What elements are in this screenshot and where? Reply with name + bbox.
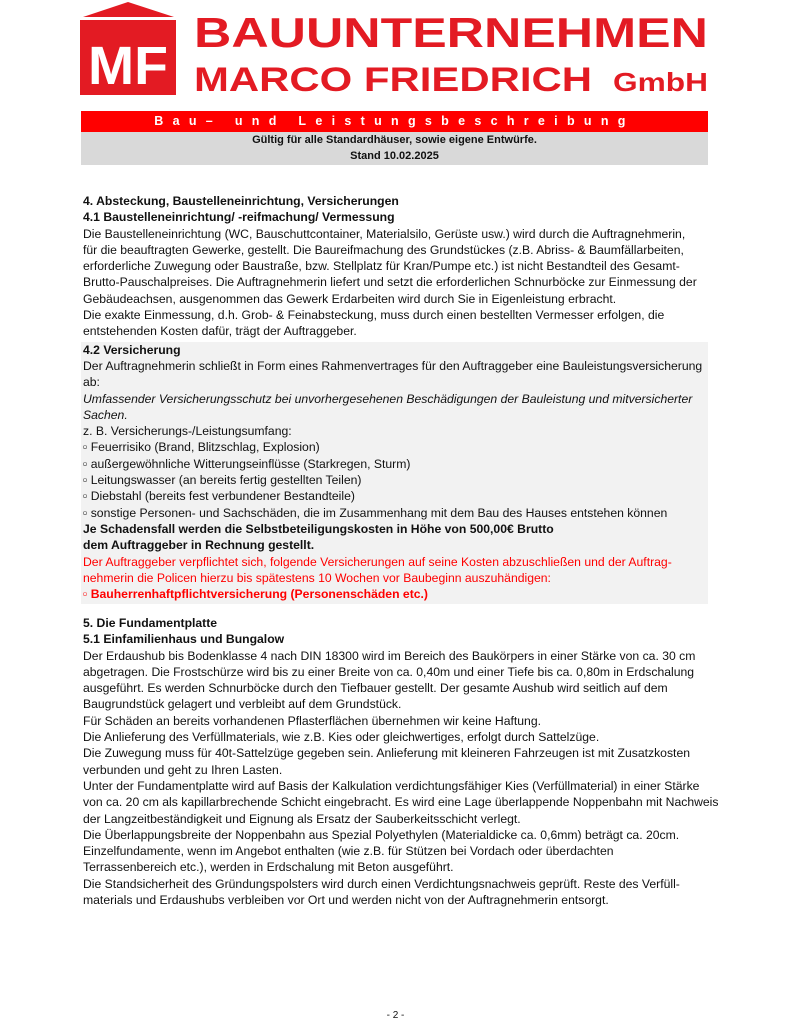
text-line: Einzelfundamente, wenn im Angebot enthalten (wie z.B. für Stützen bei Vordach oder überdachten [83,844,614,859]
text-line: Die Zuwegung muss für 40t-Sattelzüge gegeben sein. Anlieferung mit kleineren Fahrzeugen ist mit Zusatzkosten [83,746,690,761]
text-line: nehmerin die Policen hierzu bis spätestens 10 Wochen vor Baubeginn auszuhändigen: [83,570,551,585]
section-5 [81,615,719,908]
subsection-heading: 4.1 Baustelleneinrichtung/ -reifmachung/ Vermessung [83,210,395,225]
text-line: erforderliche Zuwegung oder Baustraße, bzw. Stellplatz für Kran/Pumpe etc.) ist nicht Bestandteil des Gesamt- [83,259,680,274]
svg-text:MF: MF [88,36,168,96]
text-line: Die Baustelleneinrichtung (WC, Bauschuttcontainer, Materialsilo, Gerüste usw.) wird durch die Auftragnehmerin, [83,226,686,241]
text-line: materials und Erdaushubs verbleiben vor Ort und werden nicht von der Auftragnehmerin entsorgt. [83,893,609,908]
text-line: entstehenden Kosten dafür, trägt der Auftraggeber. [83,324,357,339]
text-line: Je Schadensfall werden die Selbstbeteiligungskosten in Höhe von 500,00€ Brutto [83,521,554,536]
text-line: ab: [83,375,100,390]
text-line: abgetragen. Die Frostschürze wird bis zu einer Breite von ca. 0,40m und einer Tiefe bis ca. 0,80m in Erdschalung [83,664,695,679]
text-line: Sachen. [83,407,128,422]
text-line: Baugrundstück gelagert und verbleibt auf dem Grundstück. [83,697,402,712]
text-line: Der Erdaushub bis Bodenklasse 4 nach DIN 18300 wird im Bereich des Baukörpers in einer Stärke von ca. 30 cm [83,648,696,663]
list-item: ▫ Diebstahl (bereits fest verbundener Bestandteile) [83,489,355,504]
svg-text:BAUUNTERNEHMEN: BAUUNTERNEHMEN [194,9,708,56]
paragraph-5-1 [81,648,719,909]
insurance-box [81,342,708,605]
svg-text:MARCO FRIEDRICH: MARCO FRIEDRICH [194,61,592,99]
text-line: Die Anlieferung des Verfüllmaterials, wie z.B. Kies oder gleichwertiges, erfolgt durch Sattelzüge. [83,730,600,745]
validity-bar [81,132,708,165]
section-heading: 5. Die Fundamentplatte [83,616,218,630]
section-heading: 4. Absteckung, Baustelleneinrichtung, Versicherungen [83,194,399,208]
text-line: dem Auftraggeber in Rechnung gestellt. [83,538,315,553]
svg-text:GmbH: GmbH [613,67,708,97]
text-line: Die exakte Einmessung, d.h. Grob- & Feinabsteckung, muss durch einen bestellten Vermesser erfolgen, die [83,308,665,323]
subsection-heading: 5.1 Einfamilienhaus und Bungalow [83,632,285,647]
list-item: ▫ außergewöhnliche Witterungseinflüsse (Starkregen, Sturm) [83,456,411,471]
text-line: Die Überlappungsbreite der Noppenbahn aus Spezial Polyethylen (Materialdicke ca. 0,6mm) beträgt ca. 20cm. [83,827,680,842]
required-insurance: ▫ Bauherrenhaftpflichtversicherung (Personenschäden etc.) [83,587,428,602]
text-line: verbunden und geht zu Ihren Lasten. [83,762,283,777]
text-line: von ca. 20 cm als kapillarbrechende Schicht eingebracht. Es wird eine Lage überlappende Noppenbahn mit Nachweis [83,795,719,810]
text-line: Für Schäden an bereits vorhandenen Pflasterflächen übernehmen wir keine Haftung. [83,713,541,728]
section-4 [81,193,708,604]
text-line: Der Auftraggeber verpflichtet sich, folgende Versicherungen auf seine Kosten abzuschließen und der Auftrag- [83,554,672,569]
text-line: Brutto-Pauschalpreises. Die Auftragnehmerin liefert und setzt die erforderlichen Schnurböcke zur Einmessung der [83,275,697,290]
text-line: Umfassender Versicherungsschutz bei unvorhergesehenen Beschädigungen der Bauleistung und mitversicherter [83,391,693,406]
text-line: Der Auftragnehmerin schließt in Form eines Rahmenvertrages für den Auftraggeber eine Bauleistungsversicherung [83,358,703,373]
list-item: ▫ Feuerrisiko (Brand, Blitzschlag, Explosion) [83,440,320,455]
insurance-intro [81,358,708,391]
text-line: ausgeführt. Es werden Schnurböcke durch den Tiefbauer gestellt. Der gesamte Aushub wird seitlich auf dem [83,681,668,696]
document-title-bar: Bau– und Leistungsbeschreibung [81,111,708,132]
text-line: Die Standsicherheit des Gründungspolsters wird durch einen Verdichtungsnachweis geprüft. Reste des Verfüll- [83,876,680,891]
text-line: Gebäudeachsen, ausgenommen das Gewerk Erdarbeiten wird durch Sie in Eigenleistung erbracht. [83,291,617,306]
page-number: - 2 - [386,1010,405,1021]
validity-note: Gültig für alle Standardhäuser, sowie eigene Entwürfe. [252,134,537,146]
text-line: der Langzeitbeständigkeit und Eignung als Ersatz der Sauberkeitsschicht verlegt. [83,811,521,826]
list-item: ▫ Leitungswasser (an bereits fertig gestellten Teilen) [83,473,362,488]
stand-date: Stand 10.02.2025 [350,149,439,162]
insurance-items [81,439,708,520]
insurance-scope: z. B. Versicherungs-/Leistungsumfang: [83,424,292,439]
text-line: Terrassenbereich etc.), werden in Erdschalung mit Beton ausgeführt. [83,860,454,875]
list-item: ▫ sonstige Personen- und Sachschäden, die im Zusammenhang mit dem Bau des Hauses entstehen können [83,505,668,520]
insurance-coverage [81,391,708,424]
text-line: für die beauftragten Gewerke, gestellt. Die Baureifmachung des Grundstückes (z.B. Abriss- & Baumfällarbeiten, [83,242,684,257]
deductible-note [81,521,708,554]
client-obligation [81,554,708,587]
company-logo [80,0,710,100]
text-line: Unter der Fundamentplatte wird auf Basis der Kalkulation verdichtungsfähiger Kies (Verfüllmaterial) in einer Stärke [83,778,700,793]
paragraph-4-1 [81,226,708,340]
subsection-heading: 4.2 Versicherung [83,342,181,357]
